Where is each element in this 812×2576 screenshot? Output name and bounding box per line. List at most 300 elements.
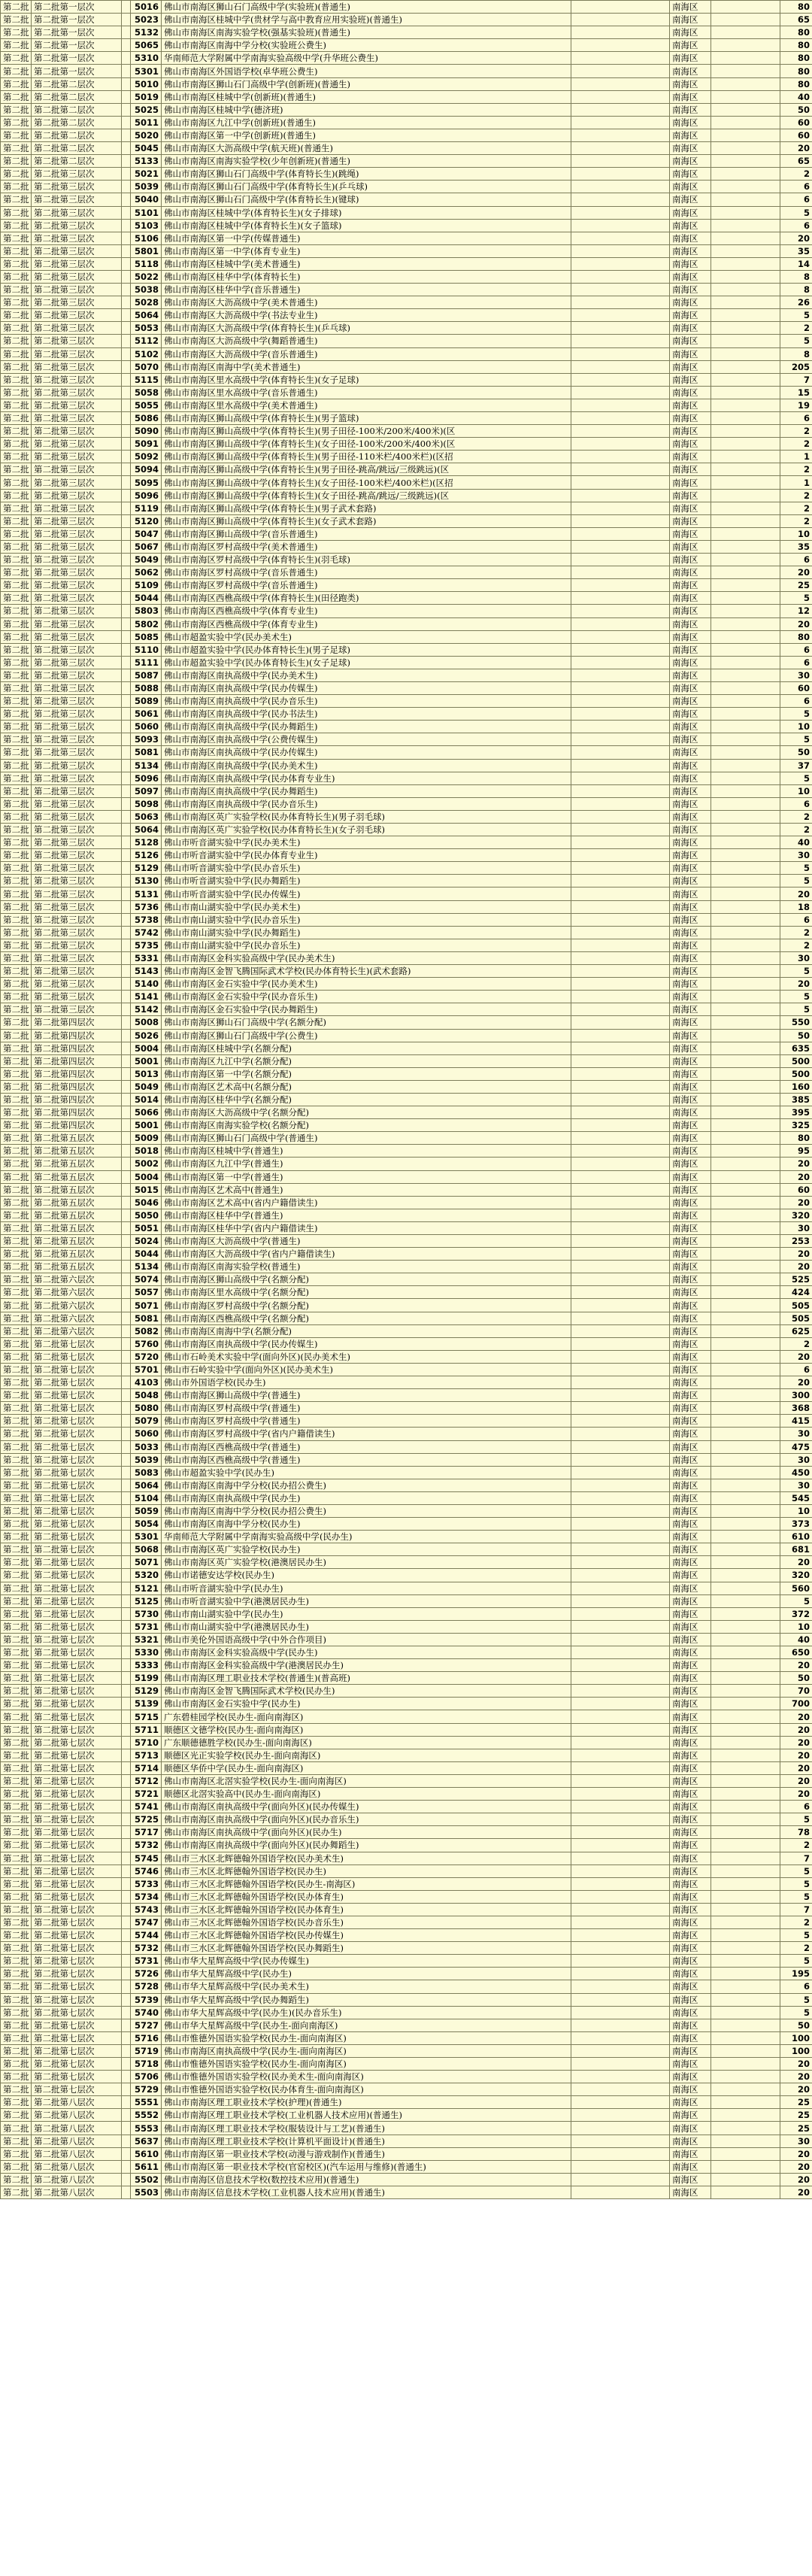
quota-cell: 20 [780, 232, 812, 244]
district-cell: 南海区 [670, 1080, 711, 1093]
blank-cell [571, 887, 670, 900]
district-cell: 南海区 [670, 181, 711, 193]
batch-cell: 第二批 [1, 1440, 32, 1453]
batch-cell: 第二批 [1, 1685, 32, 1698]
level-cell: 第二批第三层次 [32, 605, 122, 617]
level-cell: 第二批第二层次 [32, 77, 122, 90]
level-cell: 第二批第七层次 [32, 1788, 122, 1801]
level-cell: 第二批第七层次 [32, 1646, 122, 1659]
blank-cell [571, 2006, 670, 2019]
school-code-cell: 5093 [131, 733, 162, 746]
batch-cell: 第二批 [1, 1363, 32, 1376]
school-name-cell: 佛山市南海区理工职业技术学校(普通生)(普高班) [162, 1672, 571, 1685]
school-name-cell: 佛山市南海区南执高级中学(民办美术生) [162, 759, 571, 772]
quota-cell: 5 [780, 1929, 812, 1942]
school-name-cell: 佛山市南海区大沥高级中学(美术普通生) [162, 296, 571, 309]
spacer-cell [122, 695, 131, 708]
blank-cell [711, 1518, 780, 1531]
school-name-cell: 佛山市南海区里水高级中学(美术普通生) [162, 399, 571, 411]
school-code-cell: 5086 [131, 412, 162, 425]
school-name-cell: 佛山市超盈实验中学(民办体育特长生)(女子足球) [162, 656, 571, 669]
blank-cell [711, 1955, 780, 1968]
school-name-cell: 佛山市南海区南海中学(美术普通生) [162, 360, 571, 373]
batch-cell: 第二批 [1, 1826, 32, 1839]
blank-cell [571, 630, 670, 643]
level-cell: 第二批第七层次 [32, 1826, 122, 1839]
spacer-cell [122, 2147, 131, 2160]
school-name-cell: 佛山市华大星辉高级中学(民办美术生) [162, 1980, 571, 1993]
table-row [1, 1993, 812, 2006]
school-code-cell: 5143 [131, 965, 162, 978]
level-cell: 第二批第四层次 [32, 1016, 122, 1029]
quota-cell: 7 [780, 373, 812, 386]
level-cell: 第二批第五层次 [32, 1209, 122, 1221]
table-row [1, 2083, 812, 2096]
table-row [1, 296, 812, 309]
level-cell: 第二批第七层次 [32, 1594, 122, 1607]
blank-cell [571, 270, 670, 283]
spacer-cell [122, 1003, 131, 1016]
district-cell: 南海区 [670, 527, 711, 540]
blank-cell [711, 540, 780, 553]
table-row [1, 1518, 812, 1531]
blank-cell [711, 695, 780, 708]
blank-cell [571, 1659, 670, 1672]
blank-cell [711, 2135, 780, 2147]
spacer-cell [122, 2160, 131, 2173]
spacer-cell [122, 810, 131, 823]
school-code-cell: 5011 [131, 116, 162, 129]
blank-cell [711, 142, 780, 155]
spacer-cell [122, 669, 131, 681]
blank-cell [571, 1826, 670, 1839]
school-code-cell: 5092 [131, 451, 162, 463]
spacer-cell [122, 681, 131, 694]
blank-cell [711, 1029, 780, 1042]
school-name-cell: 佛山市南海区桂华中学(名额分配) [162, 1093, 571, 1106]
district-cell: 南海区 [670, 1518, 711, 1531]
school-name-cell: 佛山市南山湖实验中学(民办美术生) [162, 900, 571, 913]
school-name-cell: 佛山市南海区外国语学校(卓华班公费生) [162, 65, 571, 77]
district-cell: 南海区 [670, 1774, 711, 1787]
quota-cell: 6 [780, 412, 812, 425]
blank-cell [711, 772, 780, 784]
batch-cell: 第二批 [1, 2122, 32, 2135]
blank-cell [571, 836, 670, 849]
school-code-cell: 5039 [131, 181, 162, 193]
batch-cell: 第二批 [1, 1659, 32, 1672]
school-name-cell: 佛山市南海区西樵高级中学(普通生) [162, 1453, 571, 1466]
spacer-cell [122, 554, 131, 566]
blank-cell [711, 103, 780, 116]
table-row [1, 322, 812, 335]
blank-cell [711, 1170, 780, 1183]
blank-cell [571, 2186, 670, 2198]
table-row [1, 1402, 812, 1415]
school-name-cell: 佛山市外国语学校(民办生) [162, 1376, 571, 1389]
blank-cell [711, 1633, 780, 1646]
blank-cell [571, 951, 670, 964]
batch-cell: 第二批 [1, 2160, 32, 2173]
school-name-cell: 佛山市听音湖实验中学(港澳居民办生) [162, 1594, 571, 1607]
table-row [1, 155, 812, 168]
school-code-cell: 5028 [131, 296, 162, 309]
school-code-cell: 5502 [131, 2173, 162, 2186]
level-cell: 第二批第三层次 [32, 399, 122, 411]
quota-cell: 195 [780, 1968, 812, 1980]
quota-cell: 12 [780, 605, 812, 617]
blank-cell [571, 1363, 670, 1376]
school-name-cell: 佛山市南海区南执高级中学(面向外区)(民办生) [162, 1826, 571, 1839]
level-cell: 第二批第七层次 [32, 1864, 122, 1877]
quota-cell: 20 [780, 2058, 812, 2071]
blank-cell [711, 1080, 780, 1093]
district-cell: 南海区 [670, 1312, 711, 1324]
level-cell: 第二批第七层次 [32, 1942, 122, 1955]
batch-cell: 第二批 [1, 1890, 32, 1903]
district-cell: 南海区 [670, 1453, 711, 1466]
spacer-cell [122, 2122, 131, 2135]
batch-cell: 第二批 [1, 2186, 32, 2198]
batch-cell: 第二批 [1, 1158, 32, 1170]
level-cell: 第二批第七层次 [32, 1453, 122, 1466]
spacer-cell [122, 1299, 131, 1312]
spacer-cell [122, 592, 131, 605]
blank-cell [571, 1016, 670, 1029]
level-cell: 第二批第三层次 [32, 643, 122, 656]
table-row [1, 2160, 812, 2173]
table-row [1, 1774, 812, 1787]
spacer-cell [122, 746, 131, 759]
quota-cell: 20 [780, 617, 812, 630]
spacer-cell [122, 2186, 131, 2198]
table-row [1, 2147, 812, 2160]
school-code-cell: 5125 [131, 1594, 162, 1607]
batch-cell: 第二批 [1, 1864, 32, 1877]
level-cell: 第二批第三层次 [32, 746, 122, 759]
spacer-cell [122, 1029, 131, 1042]
table-row [1, 1646, 812, 1659]
blank-cell [711, 335, 780, 347]
quota-cell: 8 [780, 270, 812, 283]
school-code-cell: 5701 [131, 1363, 162, 1376]
district-cell: 南海区 [670, 721, 711, 733]
blank-cell [571, 1170, 670, 1183]
spacer-cell [122, 1980, 131, 1993]
blank-cell [711, 1761, 780, 1774]
level-cell: 第二批第五层次 [32, 1145, 122, 1158]
level-cell: 第二批第三层次 [32, 630, 122, 643]
district-cell: 南海区 [670, 1646, 711, 1659]
spacer-cell [122, 900, 131, 913]
spacer-cell [122, 1749, 131, 1761]
table-row [1, 1852, 812, 1864]
spacer-cell [122, 1916, 131, 1928]
school-code-cell: 5743 [131, 1903, 162, 1916]
table-row [1, 399, 812, 411]
school-code-cell: 5728 [131, 1980, 162, 1993]
blank-cell [711, 605, 780, 617]
quota-cell: 6 [780, 656, 812, 669]
spacer-cell [122, 1607, 131, 1620]
blank-cell [711, 284, 780, 296]
blank-cell [571, 2083, 670, 2096]
district-cell: 南海区 [670, 270, 711, 283]
school-code-cell: 5729 [131, 2083, 162, 2096]
quota-cell: 20 [780, 1556, 812, 1569]
table-row [1, 784, 812, 797]
quota-cell: 14 [780, 257, 812, 270]
spacer-cell [122, 1248, 131, 1261]
quota-cell: 20 [780, 2173, 812, 2186]
school-name-cell: 佛山市华大星辉高级中学(民办生)(民办音乐生) [162, 2006, 571, 2019]
blank-cell [571, 412, 670, 425]
level-cell: 第二批第七层次 [32, 1955, 122, 1968]
blank-cell [571, 721, 670, 733]
blank-cell [571, 206, 670, 219]
district-cell: 南海区 [670, 824, 711, 836]
blank-cell [711, 2096, 780, 2109]
batch-cell: 第二批 [1, 939, 32, 951]
spacer-cell [122, 951, 131, 964]
blank-cell [711, 155, 780, 168]
blank-cell [571, 746, 670, 759]
table-row [1, 965, 812, 978]
blank-cell [571, 1273, 670, 1286]
blank-cell [571, 1042, 670, 1054]
district-cell: 南海区 [670, 1132, 711, 1145]
quota-cell: 7 [780, 1903, 812, 1916]
spacer-cell [122, 733, 131, 746]
district-cell: 南海区 [670, 2135, 711, 2147]
school-name-cell: 佛山市听音湖实验中学(民办生) [162, 1582, 571, 1594]
table-row [1, 1016, 812, 1029]
school-name-cell: 佛山市诺德安达学校(民办生) [162, 1569, 571, 1582]
blank-cell [711, 1132, 780, 1145]
level-cell: 第二批第七层次 [32, 1852, 122, 1864]
spacer-cell [122, 193, 131, 206]
blank-cell [711, 1054, 780, 1067]
school-name-cell: 佛山市南海区桂城中学(体育特长生)(女子篮球) [162, 219, 571, 232]
blank-cell [571, 322, 670, 335]
district-cell: 南海区 [670, 1968, 711, 1980]
district-cell: 南海区 [670, 669, 711, 681]
school-name-cell: 佛山市南海区南执高级中学(民办舞蹈生) [162, 721, 571, 733]
spacer-cell [122, 1183, 131, 1196]
school-code-cell: 5044 [131, 1248, 162, 1261]
table-row [1, 759, 812, 772]
district-cell: 南海区 [670, 1273, 711, 1286]
spacer-cell [122, 1672, 131, 1685]
school-name-cell: 佛山市南海区桂城中学(名额分配) [162, 1042, 571, 1054]
level-cell: 第二批第七层次 [32, 1543, 122, 1556]
quota-cell: 20 [780, 1659, 812, 1672]
batch-cell: 第二批 [1, 1299, 32, 1312]
table-row [1, 489, 812, 502]
blank-cell [711, 1337, 780, 1350]
table-row [1, 797, 812, 810]
school-code-cell: 5717 [131, 1826, 162, 1839]
blank-cell [711, 309, 780, 322]
blank-cell [711, 2031, 780, 2044]
quota-cell: 10 [780, 527, 812, 540]
blank-cell [571, 142, 670, 155]
district-cell: 南海区 [670, 579, 711, 592]
spacer-cell [122, 784, 131, 797]
school-code-cell: 5121 [131, 1582, 162, 1594]
spacer-cell [122, 824, 131, 836]
quota-cell: 2 [780, 1337, 812, 1350]
blank-cell [571, 399, 670, 411]
batch-cell: 第二批 [1, 1080, 32, 1093]
level-cell: 第二批第三层次 [32, 540, 122, 553]
batch-cell: 第二批 [1, 617, 32, 630]
blank-cell [711, 1067, 780, 1080]
district-cell: 南海区 [670, 90, 711, 103]
batch-cell: 第二批 [1, 116, 32, 129]
table-row [1, 1594, 812, 1607]
school-code-cell: 5063 [131, 810, 162, 823]
spacer-cell [122, 708, 131, 721]
spacer-cell [122, 1324, 131, 1337]
level-cell: 第二批第三层次 [32, 347, 122, 360]
blank-cell [711, 1607, 780, 1620]
school-code-cell: 5132 [131, 26, 162, 39]
school-code-cell: 5080 [131, 1402, 162, 1415]
district-cell: 南海区 [670, 399, 711, 411]
table-row [1, 2031, 812, 2044]
school-name-cell: 佛山市南海区南海中学(名额分配) [162, 1324, 571, 1337]
blank-cell [571, 514, 670, 527]
school-code-cell: 5333 [131, 1659, 162, 1672]
batch-cell: 第二批 [1, 155, 32, 168]
spacer-cell [122, 1170, 131, 1183]
blank-cell [711, 1582, 780, 1594]
blank-cell [571, 1852, 670, 1864]
batch-cell: 第二批 [1, 257, 32, 270]
quota-cell: 30 [780, 2135, 812, 2147]
school-name-cell: 佛山市南海区英广实验学校(民办生) [162, 1543, 571, 1556]
table-row [1, 617, 812, 630]
blank-cell [711, 232, 780, 244]
blank-cell [571, 527, 670, 540]
quota-cell: 6 [780, 797, 812, 810]
school-name-cell: 佛山市南海区狮山高级中学(音乐普通生) [162, 527, 571, 540]
table-row [1, 1916, 812, 1928]
school-code-cell: 5046 [131, 1196, 162, 1209]
blank-cell [571, 284, 670, 296]
blank-cell [711, 1916, 780, 1928]
table-row [1, 129, 812, 141]
school-name-cell: 佛山市南海区大沥高级中学(名额分配) [162, 1106, 571, 1119]
district-cell: 南海区 [670, 309, 711, 322]
school-name-cell: 佛山市南海区金科实验高级中学(港澳居民办生) [162, 1659, 571, 1672]
school-name-cell: 佛山市南海区南海实验学校(名额分配) [162, 1119, 571, 1132]
batch-cell: 第二批 [1, 721, 32, 733]
district-cell: 南海区 [670, 257, 711, 270]
table-row [1, 1235, 812, 1248]
batch-cell: 第二批 [1, 1813, 32, 1826]
district-cell: 南海区 [670, 1479, 711, 1491]
blank-cell [711, 1312, 780, 1324]
school-code-cell: 5130 [131, 875, 162, 887]
district-cell: 南海区 [670, 862, 711, 875]
school-name-cell: 佛山市南海区狮山高级中学(体育特长生)(男子武术套路) [162, 502, 571, 514]
school-name-cell: 佛山市惟德外国语实验学校(民办美术生-面向南海区) [162, 2071, 571, 2083]
spacer-cell [122, 1929, 131, 1942]
level-cell: 第二批第三层次 [32, 836, 122, 849]
blank-cell [711, 1929, 780, 1942]
blank-cell [571, 232, 670, 244]
batch-cell: 第二批 [1, 1350, 32, 1363]
district-cell: 南海区 [670, 566, 711, 579]
table-row [1, 2019, 812, 2031]
batch-cell: 第二批 [1, 951, 32, 964]
table-row [1, 2173, 812, 2186]
spacer-cell [122, 1491, 131, 1504]
blank-cell [711, 887, 780, 900]
table-row [1, 1428, 812, 1440]
school-code-cell: 5082 [131, 1324, 162, 1337]
school-name-cell: 佛山市南海区桂华中学(音乐普通生) [162, 284, 571, 296]
level-cell: 第二批第二层次 [32, 116, 122, 129]
blank-cell [711, 2019, 780, 2031]
spacer-cell [122, 1054, 131, 1067]
blank-cell [571, 1221, 670, 1234]
school-name-cell: 佛山市南海区金石实验中学(民办音乐生) [162, 991, 571, 1003]
table-row [1, 116, 812, 129]
blank-cell [571, 862, 670, 875]
quota-cell: 40 [780, 1633, 812, 1646]
school-name-cell: 佛山市南海区南海实验学校(少年创新班)(普通生) [162, 155, 571, 168]
level-cell: 第二批第七层次 [32, 1479, 122, 1491]
batch-cell: 第二批 [1, 1402, 32, 1415]
blank-cell [571, 1890, 670, 1903]
blank-cell [571, 1646, 670, 1659]
district-cell: 南海区 [670, 1067, 711, 1080]
blank-cell [571, 1569, 670, 1582]
school-code-cell: 4103 [131, 1376, 162, 1389]
spacer-cell [122, 451, 131, 463]
spacer-cell [122, 244, 131, 257]
school-name-cell: 佛山市南海区狮山高级中学(体育特长生)(男子田径-110米栏/400米栏)(区招 [162, 451, 571, 463]
table-row [1, 1273, 812, 1286]
spacer-cell [122, 1504, 131, 1517]
batch-cell: 第二批 [1, 335, 32, 347]
school-code-cell: 5735 [131, 939, 162, 951]
district-cell: 南海区 [670, 1183, 711, 1196]
quota-cell: 500 [780, 1067, 812, 1080]
blank-cell [571, 1376, 670, 1389]
district-cell: 南海区 [670, 284, 711, 296]
quota-cell: 25 [780, 579, 812, 592]
spacer-cell [122, 438, 131, 451]
table-row [1, 875, 812, 887]
table-row [1, 1106, 812, 1119]
table-row [1, 926, 812, 939]
level-cell: 第二批第三层次 [32, 322, 122, 335]
batch-cell: 第二批 [1, 669, 32, 681]
school-name-cell: 佛山市南海区南执高级中学(面向外区)(民办传媒生) [162, 1801, 571, 1813]
table-row [1, 1749, 812, 1761]
batch-cell: 第二批 [1, 926, 32, 939]
batch-cell: 第二批 [1, 797, 32, 810]
batch-cell: 第二批 [1, 1646, 32, 1659]
school-name-cell: 佛山市南海区南执高级中学(民办传媒生) [162, 681, 571, 694]
school-code-cell: 5719 [131, 2044, 162, 2057]
school-name-cell: 佛山市华大星辉高级中学(民办生) [162, 1968, 571, 1980]
blank-cell [571, 656, 670, 669]
